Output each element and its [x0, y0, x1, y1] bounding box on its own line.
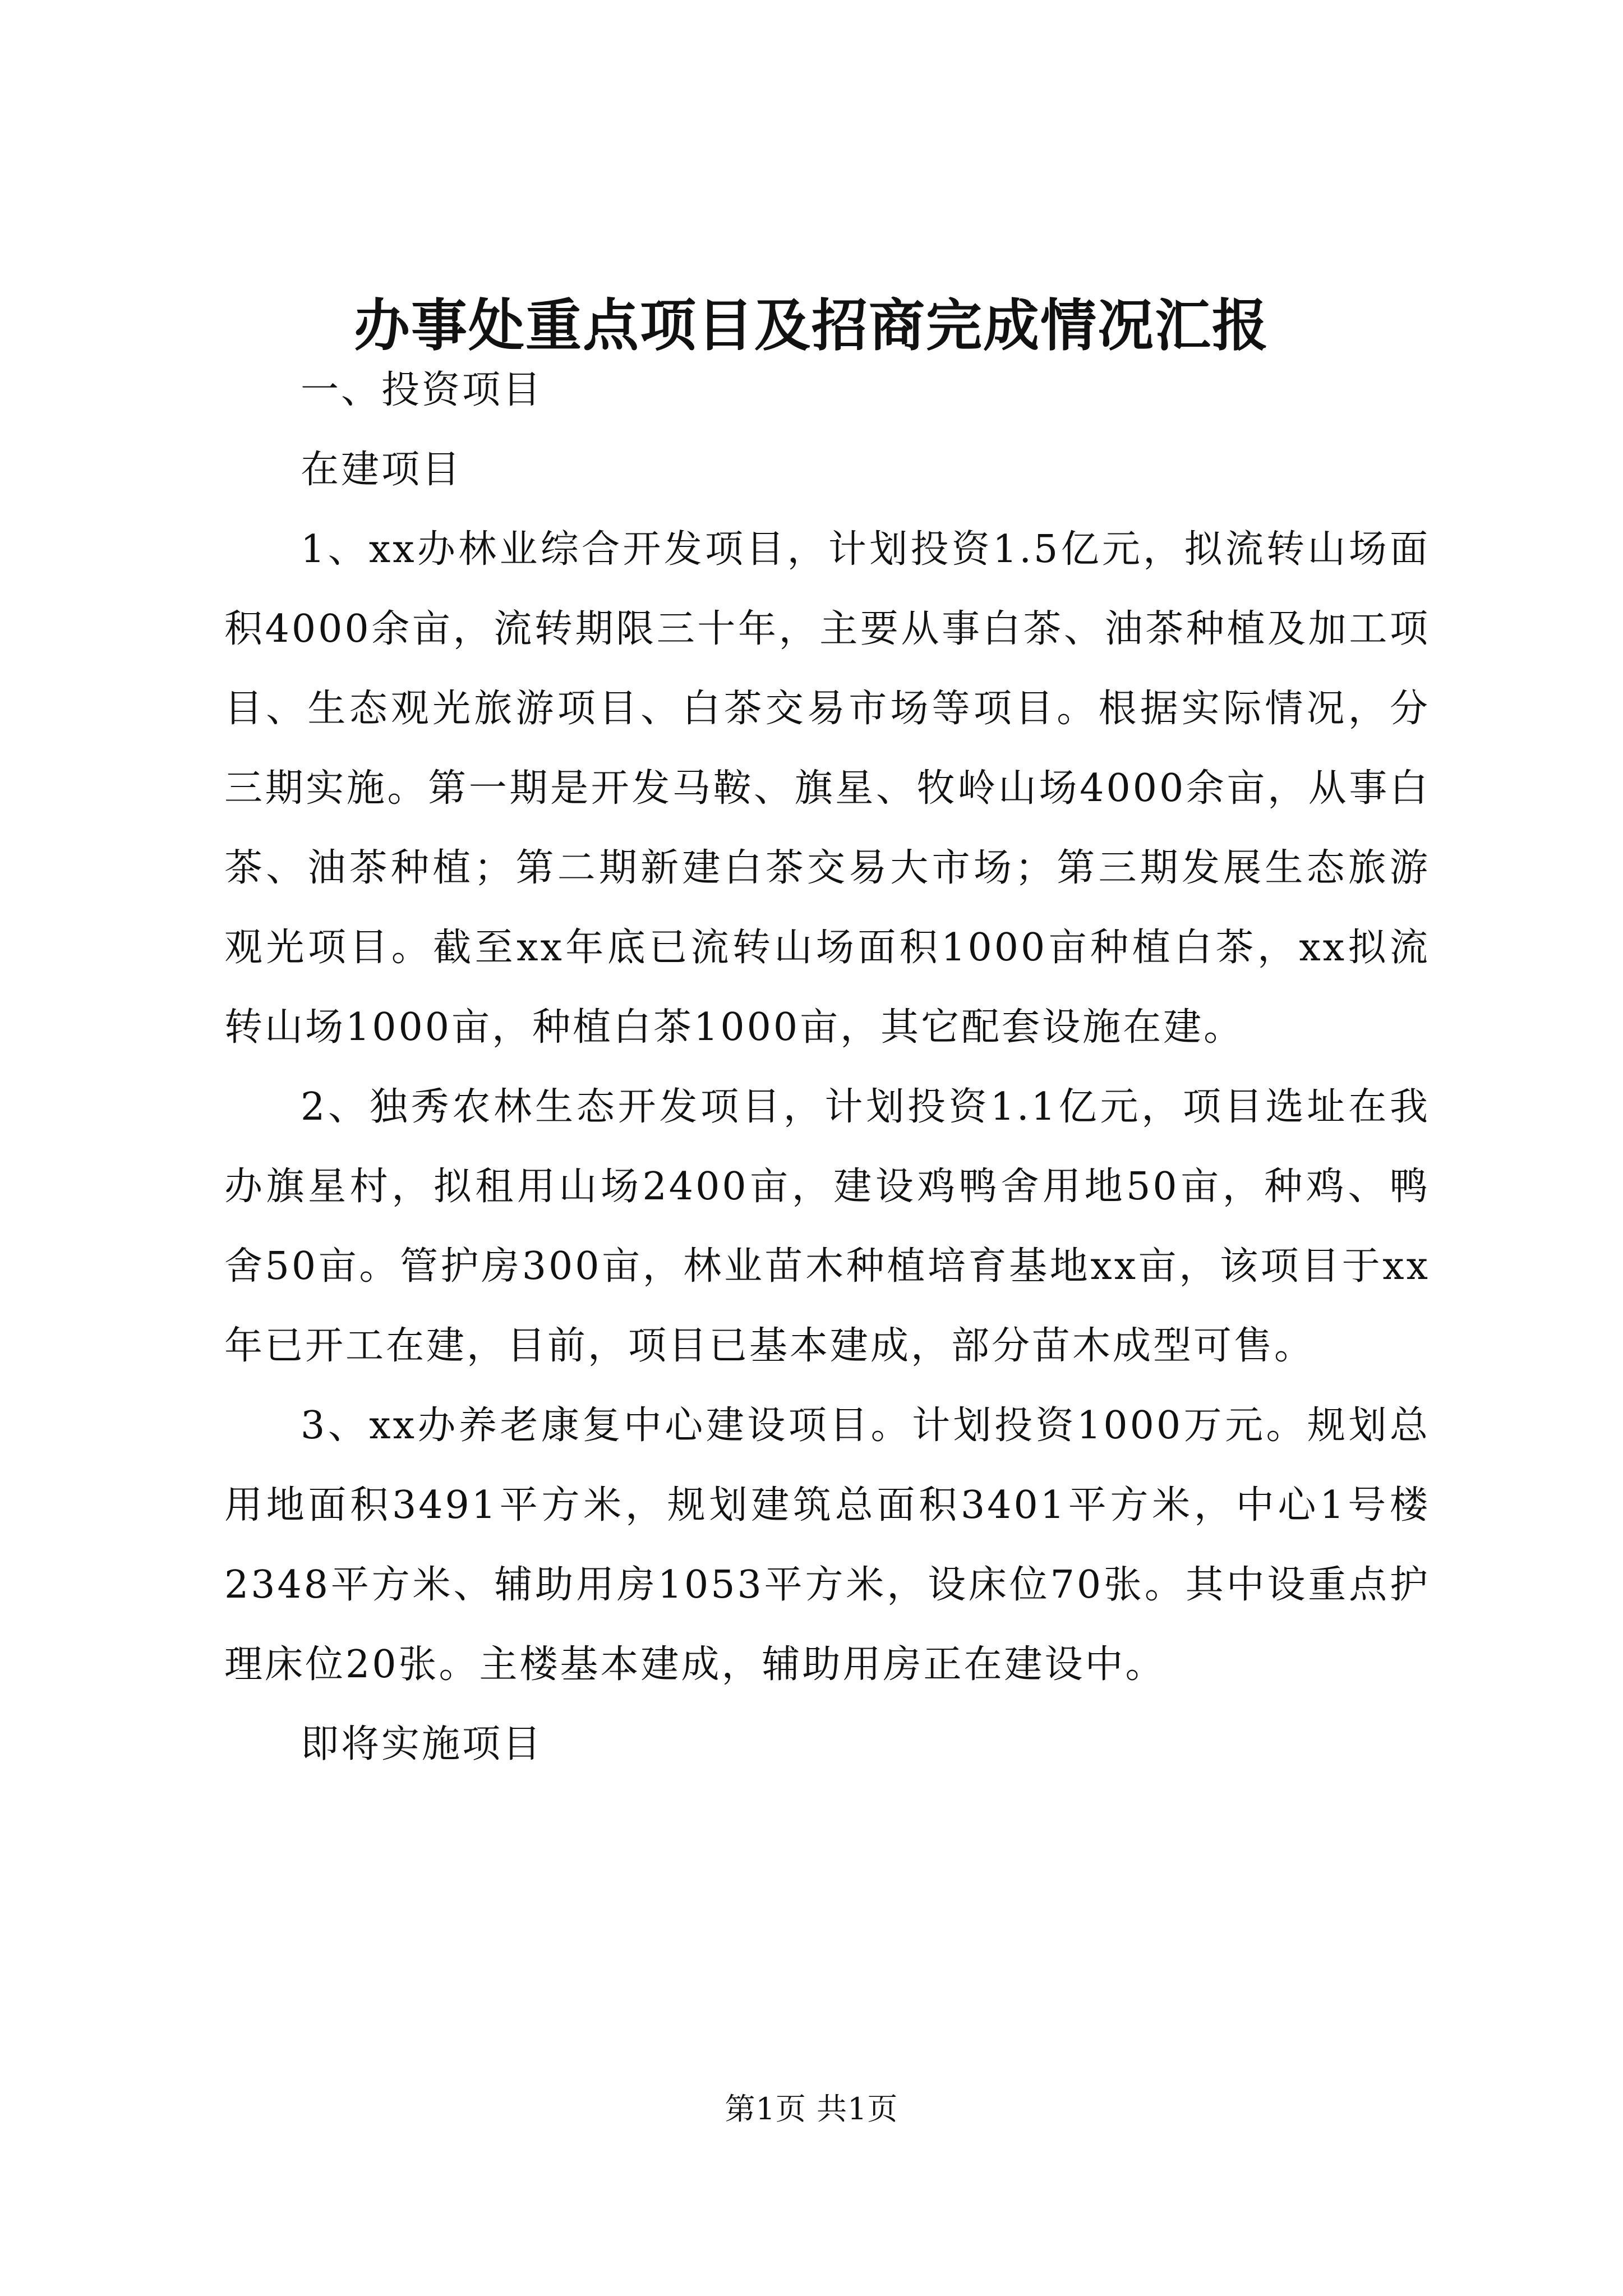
paragraph-project-1: 1、xx办林业综合开发项目，计划投资1.5亿元，拟流转山场面积4000余亩，流转期限三十年，主要从事白茶、油茶种植及加工项目、生态观光旅游项目、白茶交易市场等项目。根据实际情况，分三期实施。第一期是开发马鞍、旗星、牧岭山场4000余亩，从事白茶、油茶种植；第二期新建白茶交易大市场；第三期发展生态旅游观光项目。截至xx年底已流转山场面积1000亩种植白茶，xx拟流转山场1000亩，种植白茶1000亩，其它配套设施在建。: [224, 527, 1430, 1050]
page-footer: 第1页 共1页: [725, 2091, 898, 2127]
paragraph-project-3: 3、xx办养老康复中心建设项目。计划投资1000万元。规划总用地面积3491平方米，规划建筑总面积3401平方米，中心1号楼2348平方米、辅助用房1053平方米，设床位70张。其中设重点护理床位20张。主楼基本建成，辅助用房正在建设中。: [224, 1404, 1430, 1687]
paragraph-project-2: 2、独秀农林生态开发项目，计划投资1.1亿元，项目选址在我办旗星村，拟租用山场2400亩，建设鸡鸭舍用地50亩，种鸡、鸭舍50亩。管护房300亩，林业苗木种植培育基地xx亩，该项目于xx年已开工在建，目前，项目已基本建成，部分苗木成型可售。: [224, 1085, 1430, 1368]
document-title: 办事处重点项目及招商完成情况汇报: [354, 292, 1269, 358]
subheading-projects-under-construction: 在建项目: [301, 448, 463, 492]
subheading-upcoming-projects: 即将实施项目: [301, 1722, 543, 1766]
document-body: [224, 351, 1430, 1784]
section-heading-investment: 一、投资项目: [301, 368, 543, 412]
